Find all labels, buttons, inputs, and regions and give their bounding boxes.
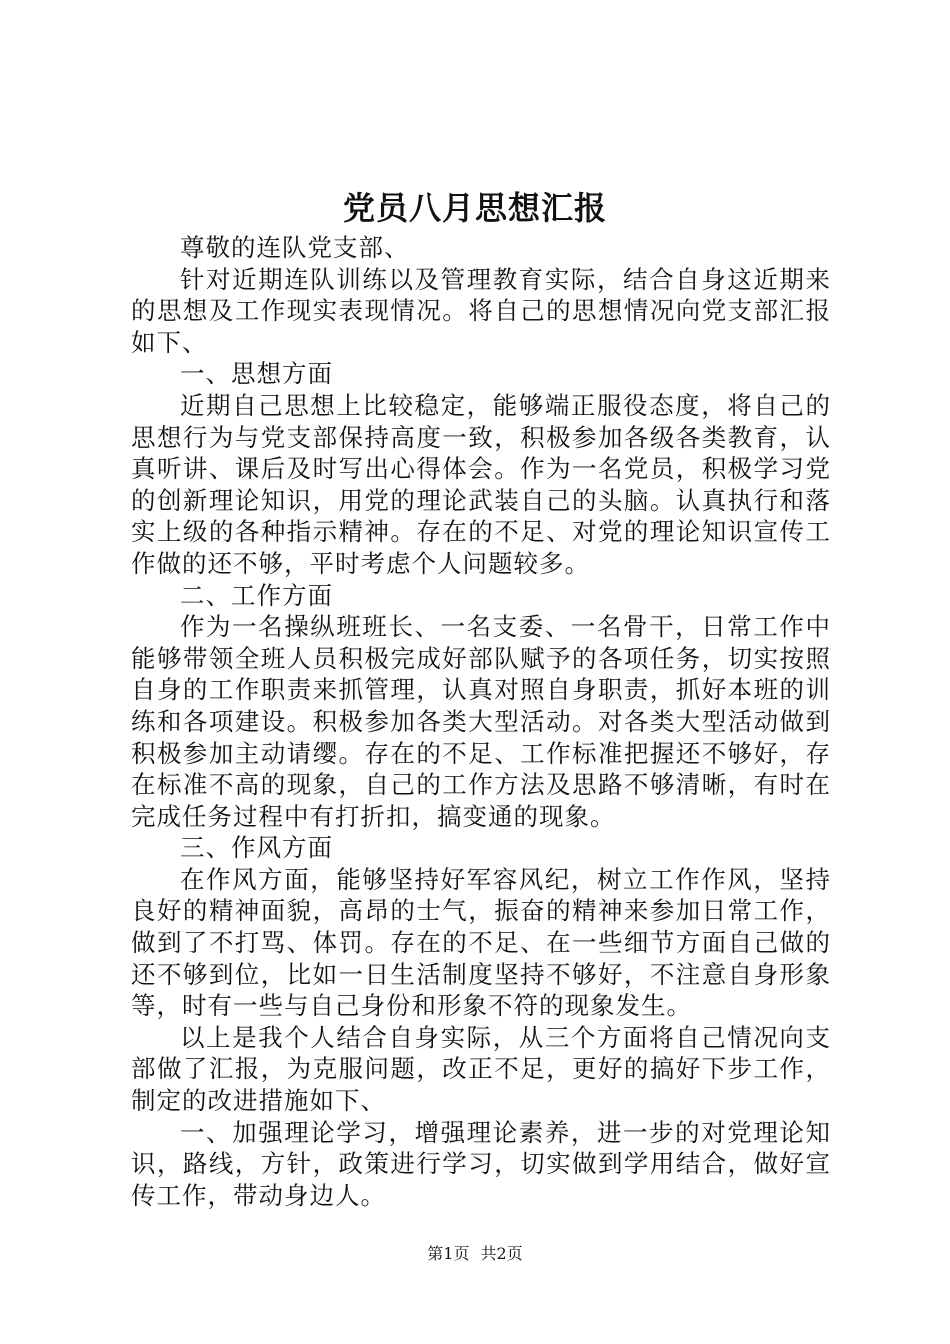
measure-paragraph-1: 一、加强理论学习，增强理论素养，进一步的对党理论知识，路线，方针，政策进行学习，切实做到学用结合，做好宣传工作，带动身边人。 (131, 1117, 831, 1210)
section-paragraph-work: 作为一名操纵班班长、一名支委、一名骨干，日常工作中能够带领全班人员积极完成好部队赋予的各项任务，切实按照自身的工作职责来抓管理，认真对照自身职责，抓好本班的训练和各项建设。积极参加各类大型活动。对各类大型活动做到积极参加主动请缨。存在的不足、工作标准把握还不够好，存在标准不高的现象，自己的工作方法及思路不够清晰，有时在完成任务过程中有打折扣，搞变通的现象。 (131, 612, 831, 831)
summary-paragraph: 以上是我个人结合自身实际，从三个方面将自己情况向支部做了汇报，为克服问题，改正不足，更好的搞好下步工作，制定的改进措施如下、 (131, 1022, 831, 1116)
document-title: 党员八月思想汇报 (342, 189, 607, 227)
document-body (131, 232, 831, 1211)
section-paragraph-thought: 近期自己思想上比较稳定，能够端正服役态度，将自己的思想行为与党支部保持高度一致，积极参加各级各类教育，认真听讲、课后及时写出心得体会。作为一名党员，积极学习党的创新理论知识，用党的理论武装自己的头脑。认真执行和落实上级的各种指示精神。存在的不足、对党的理论知识宣传工作做的还不够，平时考虑个人问题较多。 (131, 390, 831, 578)
section-heading-work: 二、工作方面 (180, 580, 333, 610)
page-total: 共2页 (480, 1244, 523, 1263)
salutation: 尊敬的连队党支部、 (180, 233, 410, 262)
section-heading-style: 三、作风方面 (180, 833, 333, 863)
section-heading-thought: 一、思想方面 (180, 359, 333, 389)
section-paragraph-style: 在作风方面，能够坚持好军容风纪，树立工作作风，坚持良好的精神面貌，高昂的士气，振奋的精神来参加日常工作，做到了不打骂、体罚。存在的不足、在一些细节方面自己做的还不够到位，比如一日生活制度坚持不够好，不注意自身形象等，时有一些与自己身份和形象不符的现象发生。 (131, 864, 831, 1021)
intro-paragraph: 针对近期连队训练以及管理教育实际，结合自身这近期来的思想及工作现实表现情况。将自己的思想情况向党支部汇报如下、 (131, 264, 831, 357)
page-footer (0, 1242, 950, 1266)
page-number: 第1页 (427, 1244, 470, 1263)
